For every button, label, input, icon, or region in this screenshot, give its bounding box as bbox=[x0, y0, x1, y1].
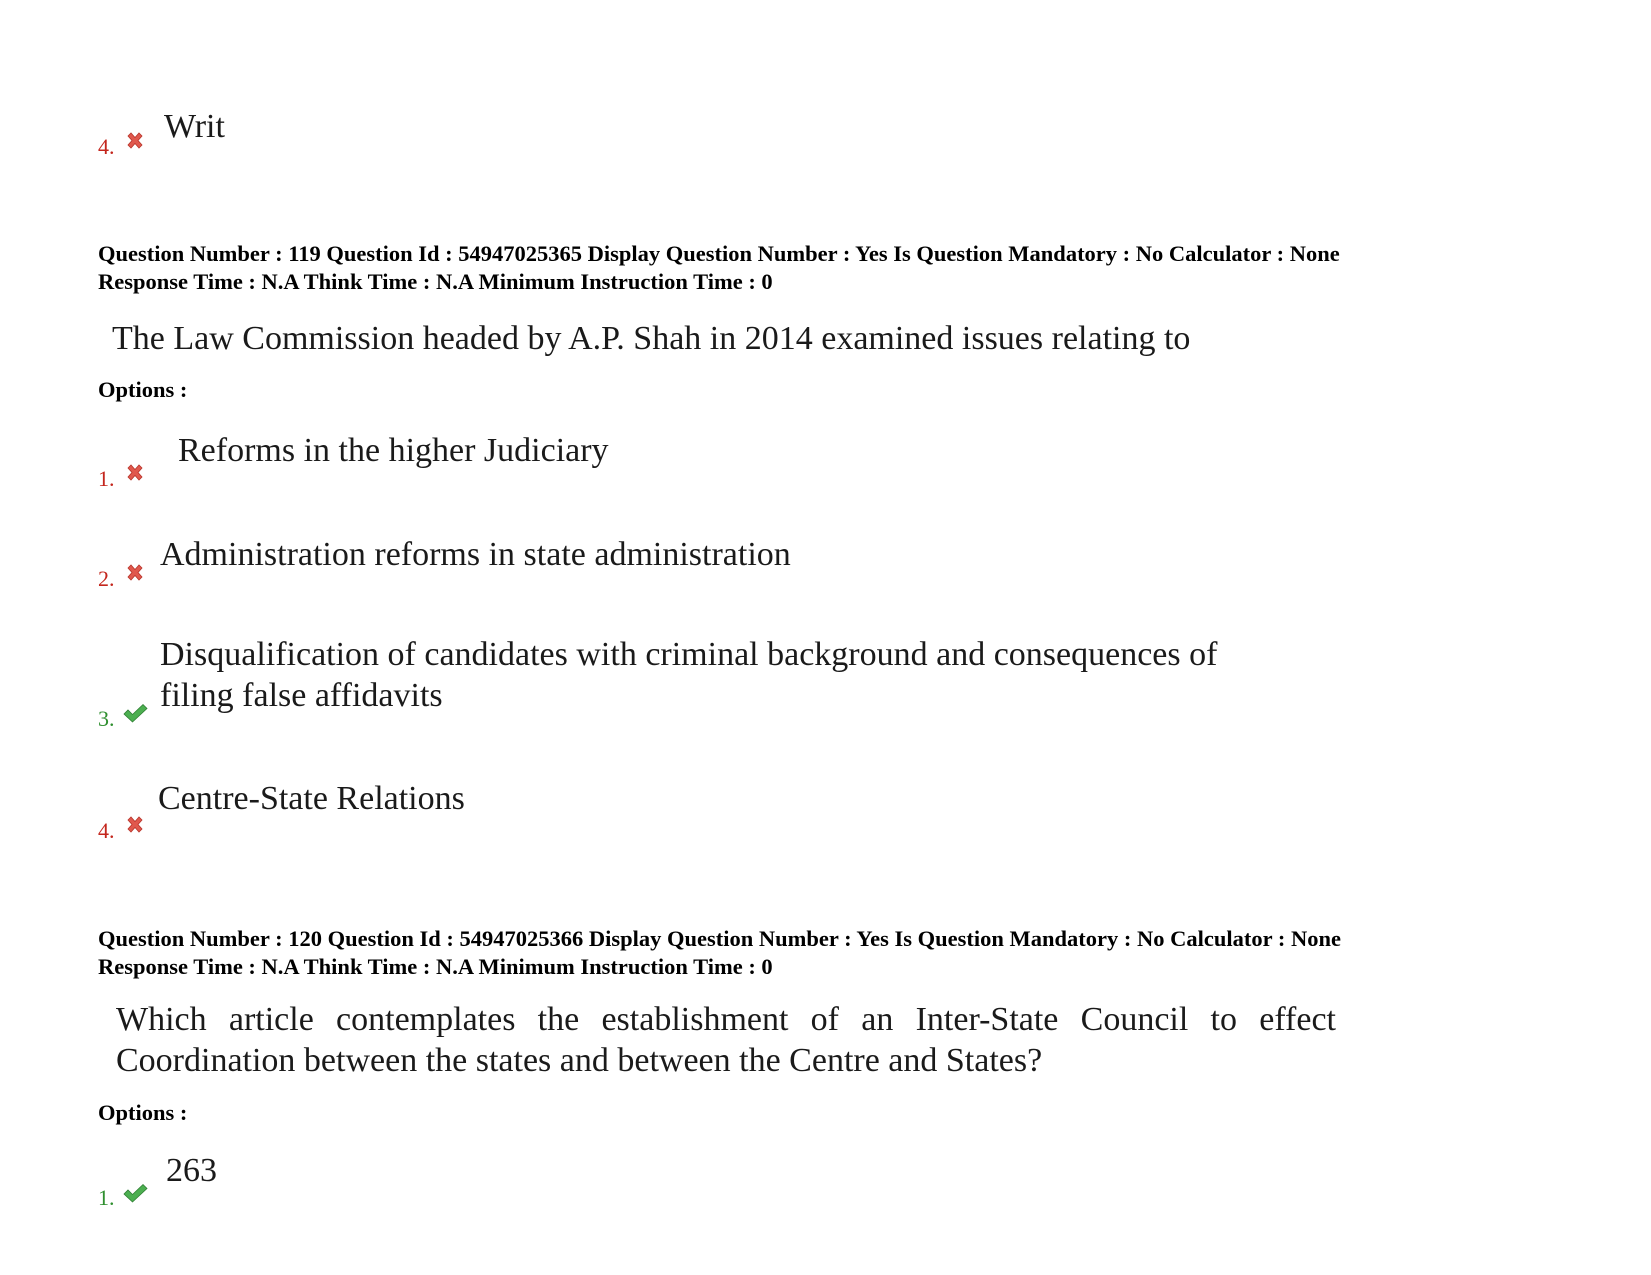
options-label: Options : bbox=[98, 377, 188, 402]
question-text-block bbox=[116, 999, 1336, 1081]
question-meta-line1: Question Number : 119 Question Id : 54947025365 Display Question Number : Yes Is Question Mandatory : No Calculator : None bbox=[98, 241, 1340, 266]
check-icon bbox=[122, 702, 148, 724]
cross-icon bbox=[124, 562, 146, 584]
question-text-line2: Coordination between the states and between the Centre and States? bbox=[116, 1042, 1043, 1079]
cross-icon bbox=[124, 130, 146, 152]
cross-icon bbox=[124, 814, 146, 836]
question-meta-line1: Question Number : 120 Question Id : 54947025366 Display Question Number : Yes Is Question Mandatory : No Calculator : None bbox=[98, 926, 1341, 951]
option-text: Writ bbox=[164, 108, 225, 145]
option-text: 263 bbox=[166, 1152, 217, 1189]
option-text: Administration reforms in state administration bbox=[160, 536, 791, 573]
option-number: 2. bbox=[98, 566, 115, 591]
option-number: 4. bbox=[98, 134, 115, 159]
question-text: The Law Commission headed by A.P. Shah in 2014 examined issues relating to bbox=[112, 320, 1191, 357]
option-text-line2: filing false affidavits bbox=[160, 677, 443, 714]
question-text-line1: Which article contemplates the establishment of an Inter-State Council to effect bbox=[116, 1001, 1336, 1038]
option-text-line1: Disqualification of candidates with criminal background and consequences of bbox=[160, 636, 1218, 673]
option-number: 1. bbox=[98, 1185, 115, 1210]
option-number: 3. bbox=[98, 706, 115, 731]
question-meta-line2: Response Time : N.A Think Time : N.A Minimum Instruction Time : 0 bbox=[98, 269, 773, 294]
option-number: 4. bbox=[98, 818, 115, 843]
option-number: 1. bbox=[98, 466, 115, 491]
option-text: Reforms in the higher Judiciary bbox=[178, 432, 609, 469]
cross-icon bbox=[124, 462, 146, 484]
check-icon bbox=[122, 1182, 148, 1204]
options-label: Options : bbox=[98, 1100, 188, 1125]
option-text: Centre-State Relations bbox=[158, 780, 465, 817]
question-meta-line2: Response Time : N.A Think Time : N.A Minimum Instruction Time : 0 bbox=[98, 954, 773, 979]
